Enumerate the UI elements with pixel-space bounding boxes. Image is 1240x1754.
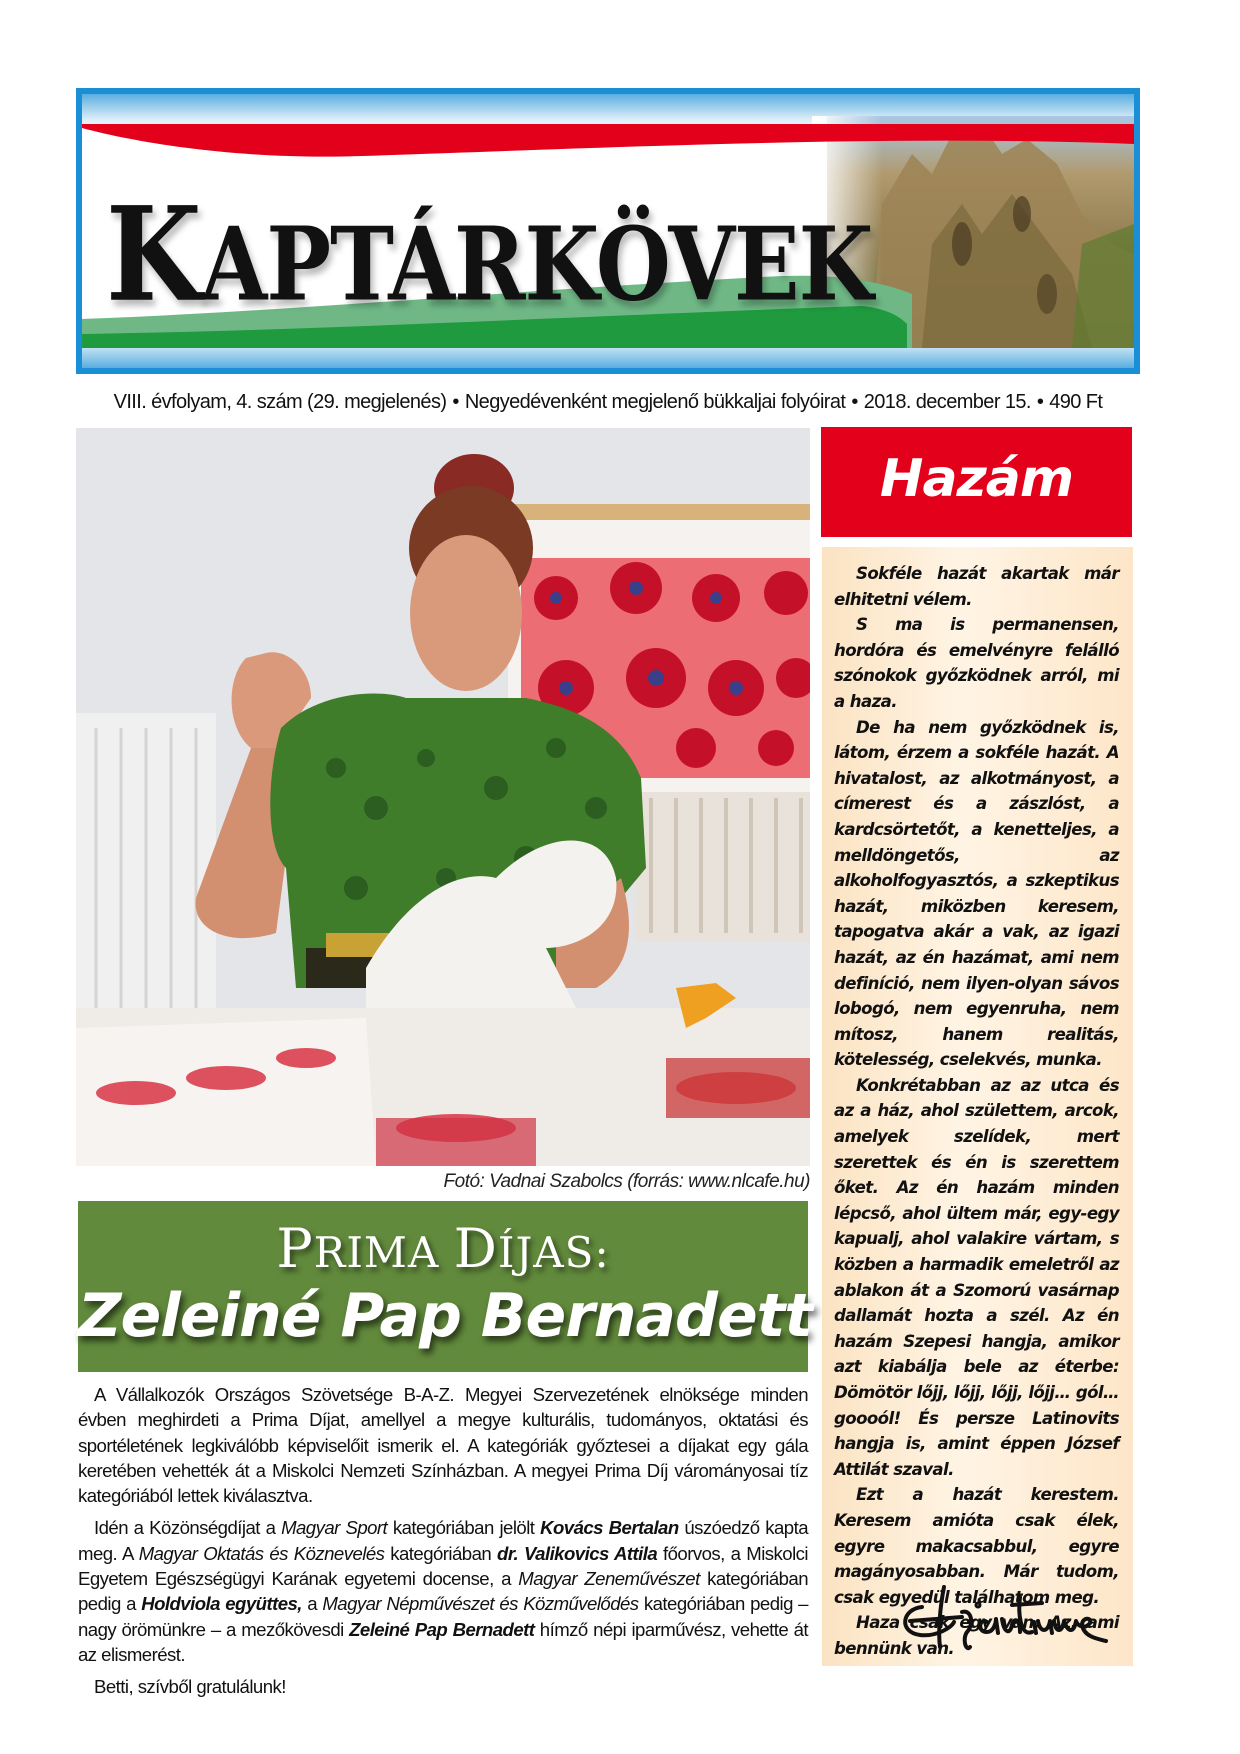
issue-info-line [76, 391, 1140, 414]
separator-bullet: • [851, 391, 858, 413]
column-text-box [822, 547, 1133, 1666]
column-paragraph: Haza csak egy van. Az, ami bennünk van. [834, 1613, 1119, 1658]
column-paragraph: De ha nem győzködnek is, látom, érzem a sokféle hazát. A hivatalost, az alkotmányost, a címerest és a zászlóst, a kardcsörtetőt, a kenetteljes, a melldöngetős, az alkoholfogyasztós, a szkeptikus hazát, miközben keresem, tapogatva akár a vak, az igazi hazát, az én hazámat, ami nem definíció, nem ilyen-olyan sávos lobogó, nem egyenruha, nem mítosz, hanem realitás, kötelesség, cselekvés, munka. [834, 717, 1119, 1070]
column-paragraph: Sokféle hazát akartak már elhitetni vélem. [834, 564, 1119, 609]
feature-title-line1: PRIMA DÍJAS: [276, 1217, 610, 1280]
masthead-banner [76, 88, 1140, 374]
column-paragraph: Ezt a hazát kerestem. Keresem amióta csak élek, egyre makacsabbul, egyre magányosabban. Már tudom, csak egyedül találhatom meg. [834, 1485, 1119, 1607]
author-signature [892, 1577, 1112, 1657]
publication-description: Negyedévenként megjelenő bükkaljai folyóirat [464, 391, 846, 413]
column-paragraph: Konkrétabban az az utca és az a ház, ahol születtem, arcok, amelyek szelídek, mert szerettek és én is szerettem őket. Az én hazám minden lépcső, ahol ültem már, egy-egy kapualj, ahol valakire vártam, s közben a harmadik emeletről az ablakon át a Szomorú vasárnap dallamát hozta a szél. Az én hazám Szepesi hangja, amikor azt kiabálja bele az éterbe: Dömötör lőjj, lőjj, lőjj, lőjj… gól… goooól! És persze Latinovits hangja is, amint éppen József Attilát szaval. [834, 1075, 1119, 1479]
article-paragraph: Idén a Közönségdíjat a Magyar Sport kategóriában jelölt Kovács Bertalan úszóedző kapta meg. A Magyar Oktatás és Köznevelés kategóriában dr. Valikovics Attila főorvos, a Miskolci Egyetem Egészségügyi Karának egyetemi docense, a Magyar Zeneművészet kategóriában pedig a Holdviola együttes, a Magyar Népművészet és Közművelődés kategóriában pedig – nagy örömünkre – a mezőkövesdi Zeleiné Pap Bernadett hímző népi iparművész, vehette át az elismerést. [78, 1517, 808, 1665]
issue-volume: VIII. évfolyam, 4. szám (29. megjelenés) [113, 391, 447, 413]
embroiderer-photo [76, 428, 810, 1166]
column-text [834, 561, 1119, 1662]
column-heading-box [821, 427, 1132, 537]
article-paragraph: Betti, szívből gratulálunk! [94, 1676, 286, 1698]
masthead-inner [82, 94, 1134, 368]
issue-date: 2018. december 15. [863, 391, 1031, 413]
feature-title-box [78, 1201, 813, 1372]
column-heading: Hazám [879, 449, 1074, 509]
article-paragraph: A Vállalkozók Országos Szövetsége B-A-Z. Megyei Szervezetének elnöksége minden évben meghirdeti a Prima Díjat, amellyel a megye kulturális, tudományos, oktatási és sportéletének legkiválóbb képviselőit ismerik el. A kategóriák győztesei a díjakat egy gála keretében vehették át a Miskolci Nemzeti Színházban. A megyei Prima Díj várományosai tíz kategóriából lettek kiválasztva. [78, 1384, 808, 1507]
feature-article [78, 1382, 808, 1707]
issue-price: 490 Ft [1049, 391, 1103, 413]
separator-bullet: • [452, 391, 459, 413]
separator-bullet: • [1036, 391, 1044, 413]
masthead-title: KAPTÁRKÖVEK [106, 178, 873, 331]
photo-caption: Fotó: Vadnai Szabolcs (forrás: www.nlcafe.hu) [443, 1171, 810, 1192]
column-paragraph: S ma is permanensen, hordóra és emelvényre felálló szónokok győzködnek arról, mi a haza. [834, 615, 1119, 711]
feature-title-line2: Zeleiné Pap Bernadett [78, 1281, 813, 1351]
photo-illustration [76, 428, 810, 1166]
